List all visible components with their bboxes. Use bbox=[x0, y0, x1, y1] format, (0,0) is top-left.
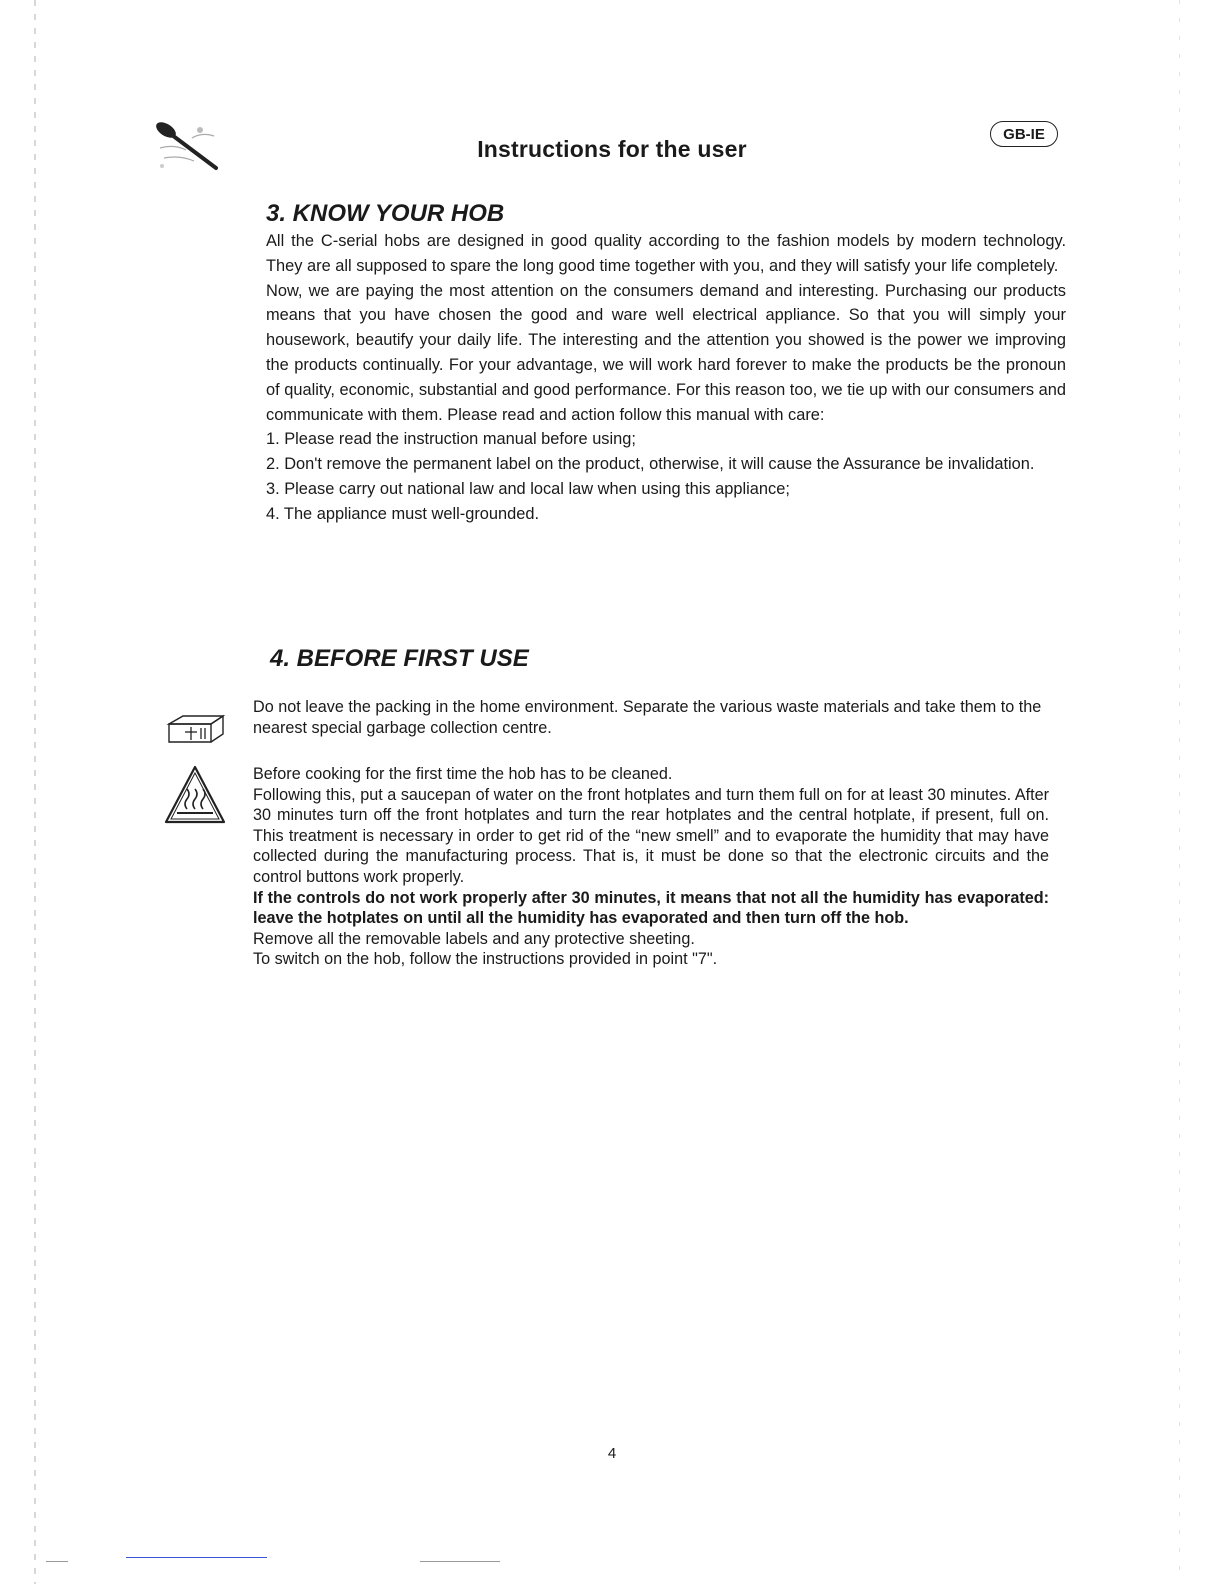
hot-surface-warning-icon bbox=[163, 764, 227, 826]
intro-paragraph: All the C-serial hobs are designed in good quality according to the fashion models by modern technology. They are all supposed to spare the long good time together with you, and they will satisfy your life completely. bbox=[266, 232, 1066, 275]
consumers-paragraph: Now, we are paying the most attention on the consumers demand and interesting. Purchasing our products means that you have chosen the good and ware well electrical appliance. So that you will simply your housework, beautify your daily life. The interesting and the attention you showed is the power we improving the products continually. For your advantage, we will work hard forever to make the products be the pronoun of quality, economic, substantial and good performance. For this reason too, we tie up with our consumers and communicate with them. Please read and action follow this manual with care: bbox=[266, 281, 1066, 424]
list-item: 2. Don't remove the permanent label on the product, otherwise, it will cause the Assurance be invalidation. bbox=[266, 455, 1035, 474]
list-item: 4. The appliance must well-grounded. bbox=[266, 504, 540, 523]
language-badge: GB-IE bbox=[990, 121, 1058, 147]
labels-note: Remove all the removable labels and any protective sheeting. bbox=[253, 929, 695, 948]
cleaning-intro: Before cooking for the first time the hob has to be cleaned. bbox=[253, 765, 673, 783]
packing-text bbox=[253, 697, 1049, 738]
know-your-hob-text bbox=[266, 229, 1066, 527]
page-title: Instructions for the user bbox=[477, 136, 747, 162]
cleaning-steps: Following this, put a saucepan of water on the front hotplates and turn them full on for at least 30 minutes. After 30 minutes turn off the front hotplates and turn the rear hotplates and the central hotplate, if present, full on. This treatment is necessary in order to get rid of the “new smell” and to evaporate the humidity that may have collected during the manufacturing process. That is, it must be done so that the electronic circuits and the control buttons work properly. bbox=[253, 785, 1049, 886]
list-item: 1. Please read the instruction manual before using; bbox=[266, 430, 636, 449]
packing-box-icon bbox=[165, 712, 227, 746]
packing-paragraph: Do not leave the packing in the home environment. Separate the various waste materials and take them to the nearest special garbage collection centre. bbox=[253, 698, 1042, 737]
footer-scan-mark bbox=[46, 1561, 68, 1562]
section-heading-know-your-hob: 3. KNOW YOUR HOB bbox=[266, 200, 505, 227]
footer-scan-mark bbox=[420, 1561, 500, 1562]
section-heading-before-first-use: 4. BEFORE FIRST USE bbox=[270, 645, 529, 672]
footer-rule bbox=[126, 1557, 267, 1558]
page-number: 4 bbox=[607, 1445, 617, 1462]
humidity-warning: If the controls do not work properly after 30 minutes, it means that not all the humidity has evaporated: leave the hotplates on until all the humidity has evaporated and then turn off the hob. bbox=[253, 888, 1049, 928]
scan-edge-left bbox=[34, 0, 36, 1584]
cleaning-text bbox=[253, 764, 1049, 970]
list-item: 3. Please carry out national law and local law when using this appliance; bbox=[266, 479, 790, 498]
scan-edge-right bbox=[1179, 0, 1180, 1584]
switch-on-note: To switch on the hob, follow the instructions provided in point "7". bbox=[253, 950, 718, 969]
